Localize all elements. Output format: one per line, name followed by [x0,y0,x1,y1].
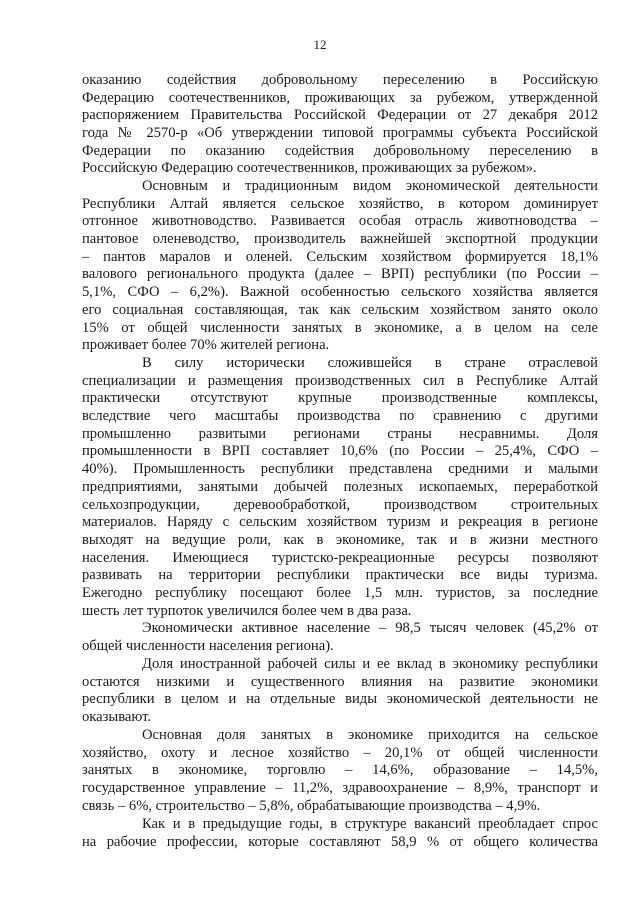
paragraph-4 [82,620,598,655]
text-line: государственное управление – 11,2%, здравоохранение – 8,9%, транспорт и [82,780,598,797]
text-line: предприятиями, занятыми добычей полезных ископаемых, переработкой [82,478,598,495]
text-line: Как и в предыдущие годы, в структуре вакансий преобладает спрос [142,816,598,832]
text-line: Экономически активное население – 98,5 тысяч человек (45,2% от [142,620,598,636]
text-line: 5,1%, СФО – 6,2%). Важной особенностью сельского хозяйства является [82,284,598,301]
paragraph-7 [82,816,598,851]
text-line: В силу исторически сложившейся в стране отраслевой [142,355,598,371]
text-line: занятых в экономике, торговлю – 14,6%, образование – 14,5%, [82,762,598,779]
text-line: хозяйство, охоту и лесное хозяйство – 20,1% от общей численности [82,744,598,761]
text-line: распоряжением Правительства Российской Федерации от 27 декабря 2012 [82,107,598,124]
text-line: 40%). Промышленность республики представлена средними и малыми [82,461,598,478]
text-line: сельхозпродукции, деревообработкой, производством строительных [82,496,598,513]
text-line: Федерацию соотечественников, проживающих за рубежом, утвержденной [82,89,598,106]
text-line: промышленно развитыми регионами страны несравнимы. Доля [82,425,598,442]
text-line: шесть лет турпоток увеличился более чем в два раза. [82,602,412,619]
text-line: материалов. Наряду с сельским хозяйством туризм и рекреация в регионе [82,514,598,531]
text-line: Российскую Федерацию соотечественников, проживающих за рубежом». [82,160,537,177]
text-line: общей численности населения региона). [82,637,334,654]
text-line: 15% от общей численности занятых в экономике, а в целом на селе [82,319,598,336]
text-line: Республики Алтай является сельское хозяйство, в котором доминирует [82,195,598,212]
text-line: Ежегодно республику посещают более 1,5 млн. туристов, за последние [82,584,598,601]
text-line: республики в целом и на отдельные виды экономической деятельности не [82,691,598,708]
text-line: оказывают. [82,709,152,726]
text-line: оказанию содействия добровольному переселению в Российскую [82,72,598,88]
text-line: пантовое оленеводство, производитель важнейшей экспортной продукции [82,231,598,248]
text-line: года № 2570-р «Об утверждении типовой программы субъекта Российской [82,125,598,142]
paragraph-1 [82,72,598,178]
text-line: Доля иностранной рабочей силы и ее вклад в экономику республики [142,656,598,672]
paragraph-2 [82,178,598,355]
text-line: специализации и размещения производственных сил в Республике Алтай [82,372,598,389]
text-line: отгонное животноводство. Развивается особая отрасль животноводства – [82,213,598,230]
text-line: его социальная составляющая, так как сельским хозяйством занято около [82,301,598,318]
text-line: Федерации по оказанию содействия добровольному переселению в [82,142,598,159]
text-line: остаются низкими и существенного влияния на развитие экономики [82,673,598,690]
paragraph-3 [82,355,598,620]
paragraph-6 [82,727,598,815]
text-line: – пантов маралов и оленей. Сельским хозяйством формируется 18,1% [82,248,598,265]
page-number: 12 [313,37,327,52]
text-line: промышленности в ВРП составляет 10,6% (по России – 25,4%, СФО – [82,443,598,460]
text-line: населения. Имеющиеся туристско-рекреационные ресурсы позволяют [82,549,598,566]
text-line: развивать на территории республики практически все виды туризма. [82,567,598,584]
text-line: связь – 6%, строительство – 5,8%, обрабатывающие производства – 4,9%. [82,797,541,814]
text-line: выходят на ведущие роли, как в экономике, так и в жизни местного [82,531,598,548]
text-line: вследствие чего масштабы производства по сравнению с другими [82,408,598,425]
text-line: на рабочие профессии, которые составляют 58,9 % от общего количества [82,833,598,850]
text-line: Основным и традиционным видом экономической деятельности [142,178,598,194]
text-line: проживает более 70% жителей региона. [82,337,330,354]
text-line: Основная доля занятых в экономике приходится на сельское [142,727,598,743]
text-line: практически отсутствуют крупные производственные комплексы, [82,390,598,407]
paragraph-5 [82,656,598,727]
text-line: валового регионального продукта (далее – ВРП) республики (по России – [82,266,598,283]
